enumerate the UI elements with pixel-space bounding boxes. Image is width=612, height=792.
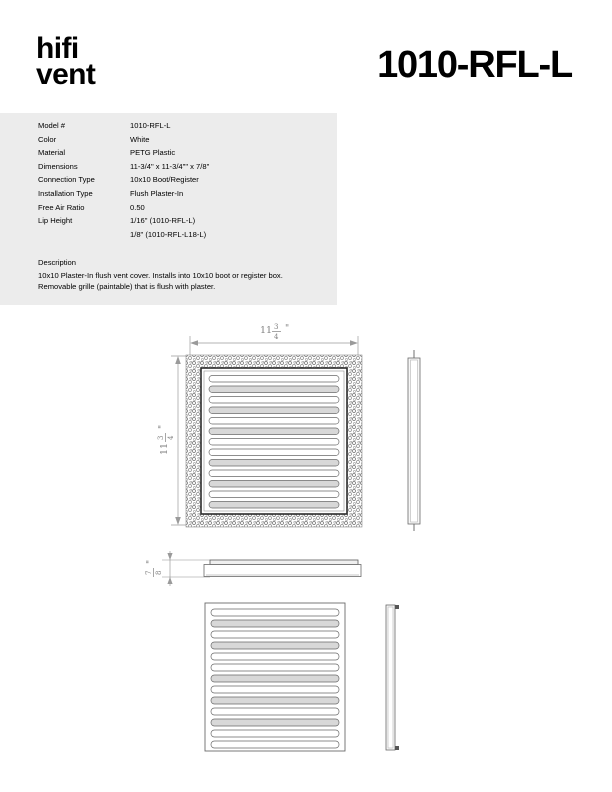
grille-side-profile-drawing: [386, 605, 399, 750]
width-dim-unit: ": [285, 324, 290, 334]
table-row: [38, 175, 209, 189]
description-line-2: Removable grille (paintable) that is flush with plaster.: [38, 282, 216, 291]
spec-label: Model #: [38, 121, 66, 130]
width-dim-numerator: 3: [274, 323, 279, 331]
table-row: [38, 148, 209, 162]
thickness-dim-denominator: 8: [155, 570, 163, 575]
width-dim-whole: 11: [260, 325, 273, 336]
spec-value: Flush Plaster-In: [130, 188, 184, 198]
spec-value: 11-3/4" x 11-3/4"" x 7/8": [130, 161, 210, 171]
side-profile-drawing: [408, 350, 420, 531]
height-dim-numerator: 3: [157, 435, 165, 440]
spec-value: PETG Plastic: [130, 148, 176, 158]
spec-label: Connection Type: [38, 175, 95, 185]
width-dim-denominator: 4: [274, 333, 279, 341]
width-dimension: [190, 323, 358, 357]
table-row: [38, 135, 209, 149]
description-heading: Description: [38, 258, 76, 267]
spec-label: Color: [38, 134, 57, 144]
spec-label: Installation Type: [38, 188, 93, 198]
specifications-panel: [0, 113, 337, 305]
edge-section-drawing: [204, 560, 361, 577]
specifications-table: [38, 121, 209, 243]
page-title: 1010-RFL-L: [377, 44, 572, 86]
table-row: [38, 189, 209, 203]
table-row: [38, 162, 209, 176]
spec-value: White: [130, 134, 150, 144]
front-view-drawing: [186, 355, 362, 527]
table-row: [38, 230, 209, 244]
thickness-dim-unit: ": [146, 559, 156, 564]
thickness-dim-numerator: 7: [145, 570, 153, 575]
height-dim-unit: ": [158, 424, 168, 429]
spec-label: Material: [38, 148, 66, 158]
technical-drawings: [0, 305, 612, 792]
spec-value: 1/8" (1010-RFL-L18-L): [130, 229, 207, 239]
brand-logo: [36, 32, 96, 91]
table-row: [38, 121, 209, 135]
spec-label: Lip Height: [38, 216, 73, 226]
spec-value: 1/16" (1010-RFL-L): [130, 216, 196, 226]
spec-label: Dimensions: [38, 161, 78, 171]
height-dim-denominator: 4: [167, 435, 175, 440]
height-dim-whole: 11: [159, 442, 170, 455]
spec-label: Free Air Ratio: [38, 202, 85, 212]
brand-logo-line-1: hifi: [36, 32, 79, 65]
table-row: [38, 216, 209, 230]
spec-label: [38, 230, 130, 244]
removable-grille-drawing: [205, 603, 345, 751]
brand-logo-line-2: vent: [36, 58, 96, 91]
spec-value: 1010-RFL-L: [130, 121, 171, 130]
table-row: [38, 203, 209, 217]
thickness-dimension: [145, 551, 210, 586]
spec-value: 10x10 Boot/Register: [130, 175, 199, 185]
spec-value: 0.50: [130, 202, 145, 212]
description-line-1: 10x10 Plaster-In flush vent cover. Installs into 10x10 boot or register box.: [38, 270, 283, 280]
description-block: [38, 257, 283, 293]
